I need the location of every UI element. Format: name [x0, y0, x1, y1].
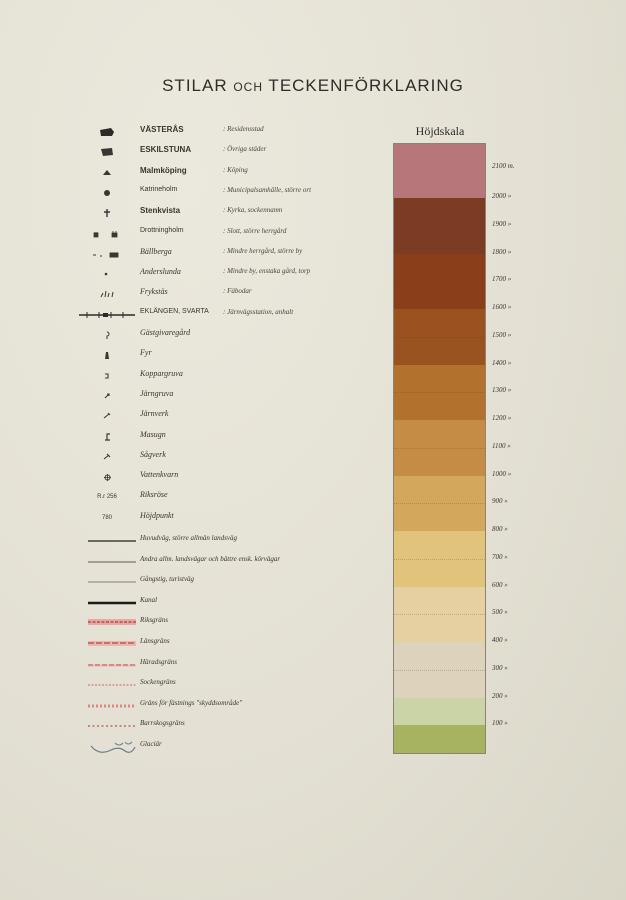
elevation-band: [394, 254, 485, 310]
line-legend-row: [78, 716, 378, 736]
legend-description: : Slott, större herrgård: [223, 226, 287, 235]
watermill-icon: [78, 467, 136, 487]
legend-description: : Kyrka, sockennamn: [223, 206, 283, 215]
legend-description: : Fäbodar: [223, 287, 252, 296]
county-border-line: [87, 634, 137, 654]
ironworks-icon: [78, 406, 136, 426]
legend-row: [78, 427, 378, 447]
line-legend-name: Länsgräns: [140, 637, 170, 645]
band-midline: [394, 503, 485, 504]
line-legend-name: Sockengräns: [140, 678, 176, 687]
line-legend-name: Gångstig, turistväg: [140, 575, 195, 584]
elevation-tick-label: 100 »: [492, 719, 508, 728]
elevation-tick-label: 1600 »: [492, 303, 512, 311]
path-line: [87, 572, 137, 592]
legend-row: [78, 487, 378, 507]
legend-row: [78, 447, 378, 467]
elevation-tick-label: 700 »: [492, 552, 508, 561]
line-legend-row: [78, 634, 378, 654]
line-legend-row: [78, 613, 378, 633]
legend-row: [78, 203, 378, 223]
title-part-1: STILAR: [162, 76, 234, 95]
legend-name: Katrineholm: [140, 185, 178, 193]
title-part-2: TECKENFÖRKLARING: [263, 76, 464, 95]
elevation-tick-label: 1700 »: [492, 275, 512, 284]
elevation-band: [394, 309, 485, 365]
legend-row: [78, 305, 378, 325]
elevation-band: [394, 725, 485, 753]
legend-name: VÄSTERÅS: [140, 125, 184, 134]
elevation-band: [394, 476, 485, 532]
elevation-tick-label: 2100 m.: [492, 162, 515, 170]
legend-row: [78, 163, 378, 183]
title-och: OCH: [233, 80, 264, 94]
manor-icon: [78, 244, 136, 264]
elevation-tick-label: 1200 »: [492, 414, 512, 422]
elevation-band: [394, 587, 485, 643]
legend-name: Anderslunda: [140, 267, 181, 277]
band-midline: [394, 281, 485, 282]
band-midline: [394, 337, 485, 338]
elevation-scale: [393, 143, 486, 754]
elevation-tick-label: 1800 »: [492, 247, 512, 256]
legend-row: [78, 122, 378, 142]
elevation-tick-label: 1400 »: [492, 358, 512, 367]
railway-station-icon: [78, 305, 136, 325]
lighthouse-icon: [78, 345, 136, 365]
elevation-band: [394, 642, 485, 698]
other-road-line: [87, 552, 137, 572]
castle-icon: [78, 224, 136, 244]
legend-name: Masugn: [140, 429, 166, 439]
legend-name: Stenkvista: [140, 206, 181, 216]
inn-icon: [78, 325, 136, 345]
elevation-tick-label: 1500 »: [492, 330, 512, 339]
elevation-tick-label: 1900 »: [492, 219, 512, 228]
residence-icon: [78, 122, 136, 142]
legend-row: [78, 366, 378, 386]
community-icon: [78, 183, 136, 203]
cairn-label-text: R.r 256: [97, 494, 117, 501]
elevation-tick-label: 1100 »: [492, 441, 511, 450]
line-legend-name: Gräns för fästnings "skyddsområde": [140, 698, 243, 707]
legend-row: [78, 406, 378, 426]
church-icon: [78, 203, 136, 223]
elevation-band: [394, 698, 485, 726]
line-legend-row: [78, 572, 378, 592]
legend-description: : Residensstad: [223, 125, 264, 133]
legend-name: Järngruva: [140, 388, 174, 398]
elevation-tick-label: 300 »: [492, 663, 508, 672]
legend-name: Drottningholm: [140, 226, 184, 234]
village-icon: [78, 264, 136, 284]
band-midline: [394, 392, 485, 393]
legend-row: [78, 224, 378, 244]
legend-description: : Järnvägsstation, anhalt: [223, 307, 294, 316]
elevation-tick-label: 2000 »: [492, 192, 512, 200]
elevation-tick-label: 200 »: [492, 691, 508, 700]
legend-name: Höjdpunkt: [140, 510, 174, 520]
elevation-tick-label: 900 »: [492, 497, 508, 506]
legend-row: [78, 284, 378, 304]
legend-name: Järnverk: [140, 409, 169, 419]
line-legend-row: [78, 696, 378, 716]
legend-description: : Mindre by, enstaka gård, torp: [223, 267, 311, 276]
elevation-tick-label: 600 »: [492, 580, 508, 589]
line-legend-row: [78, 675, 378, 695]
elevation-band: [394, 420, 485, 476]
band-midline: [394, 226, 485, 227]
legend-name: EKLÄNGEN, SVARTA: [140, 307, 209, 315]
blast-furnace-icon: [78, 427, 136, 447]
fortress-zone-line: [87, 696, 137, 716]
page-title: [0, 76, 626, 96]
elevation-band: [394, 144, 485, 198]
legend-name: Fyr: [140, 348, 152, 358]
legend-description: : Mindre herrgård, större by: [223, 246, 303, 255]
legend-description: : Municipalsamhälle, större ort: [223, 185, 312, 194]
band-midline: [394, 614, 485, 615]
cairn-label: [78, 487, 136, 507]
line-legend-row: [78, 531, 378, 551]
iron-mine-icon: [78, 386, 136, 406]
elevation-band: [394, 365, 485, 421]
legend-name: Bällberga: [140, 246, 172, 256]
market-town-icon: [78, 163, 136, 183]
town-icon: [78, 142, 136, 162]
elevation-tick-label: 1300 »: [492, 386, 512, 395]
band-midline: [394, 559, 485, 560]
elevation-tick-label: 500 »: [492, 608, 508, 617]
line-legend-name: Huvudväg, större allmän landsväg: [140, 534, 237, 542]
line-legend-row: [78, 593, 378, 613]
legend-row: [78, 386, 378, 406]
district-border-line: [87, 655, 137, 675]
legend-name: Vattenkvarn: [140, 470, 179, 480]
elevation-tick-label: 800 »: [492, 525, 508, 533]
legend-name: Sågverk: [140, 449, 166, 459]
legend-name: Gästgivaregård: [140, 328, 191, 337]
height-point-label: [78, 508, 136, 528]
legend-name: Riksröse: [140, 490, 168, 500]
legend-row: [78, 467, 378, 487]
elevation-scale-title: Höjdskala: [415, 124, 465, 138]
height-point-label-text: 780: [101, 514, 112, 521]
line-legend-row: [78, 655, 378, 675]
legend-row: [78, 345, 378, 365]
legend-description: : Köping: [223, 165, 248, 174]
legend-row: [78, 508, 378, 528]
sawmill-icon: [78, 447, 136, 467]
line-legend-row: [78, 737, 378, 757]
legend-row: [78, 325, 378, 345]
line-legend-name: Häradsgräns: [140, 657, 177, 666]
legend-row: [78, 183, 378, 203]
elevation-band: [394, 198, 485, 254]
legend-row: [78, 142, 378, 162]
legend-row: [78, 264, 378, 284]
line-legend-name: Barrskogsgräns: [140, 719, 185, 728]
band-midline: [394, 448, 485, 449]
legend-row: [78, 244, 378, 264]
parish-border-line: [87, 675, 137, 695]
glacier-icon: [87, 737, 137, 757]
barrier-border-line: [87, 716, 137, 736]
line-legend-name: Glaciär: [140, 740, 162, 748]
shieling-icon: [78, 284, 136, 304]
legend-name: ESKILSTUNA: [140, 145, 192, 155]
legend-name: Frykstäs: [140, 287, 168, 297]
copper-mine-icon: [78, 366, 136, 386]
band-midline: [394, 670, 485, 671]
elevation-tick-label: 400 »: [492, 636, 508, 644]
main-road-line: [87, 531, 137, 551]
elevation-tick-label: 1000 »: [492, 469, 512, 478]
line-legend-name: Kanal: [140, 595, 158, 604]
canal-line: [87, 593, 137, 613]
legend-name: Malmköping: [140, 165, 187, 175]
legend-name: Koppargruva: [140, 368, 183, 378]
line-legend-name: Andra allm. landsvägar och bättre ensk. körvägar: [140, 554, 281, 563]
elevation-band: [394, 531, 485, 587]
line-legend-name: Riksgräns: [140, 616, 168, 625]
national-border-line: [87, 613, 137, 633]
legend-description: : Övriga städer: [223, 145, 267, 154]
line-legend-row: [78, 552, 378, 572]
